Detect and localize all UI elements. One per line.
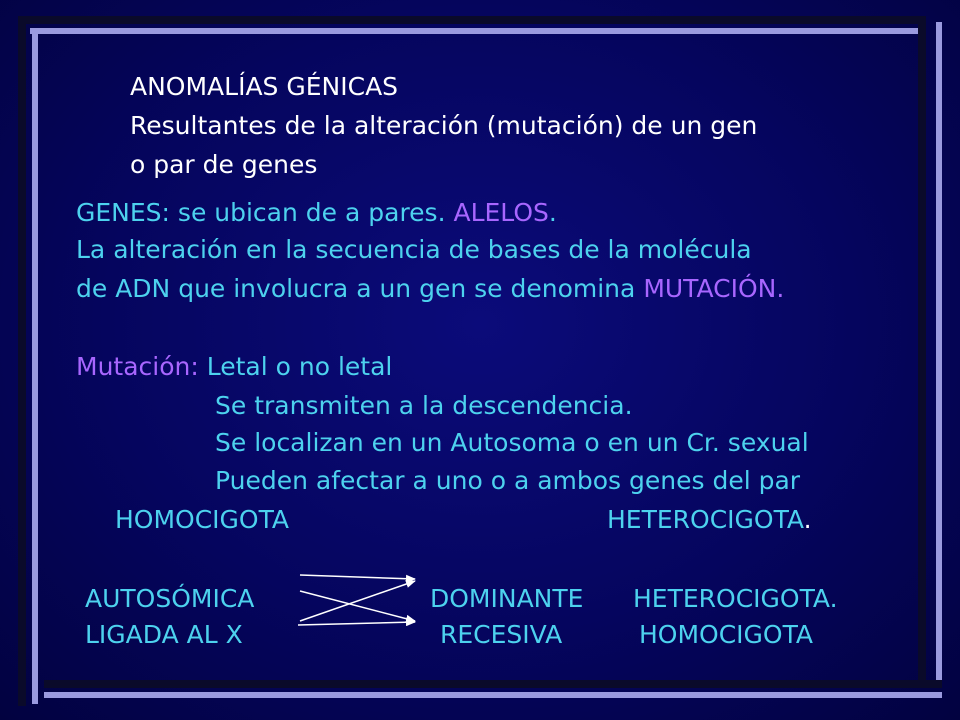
mutation-item-1: Letal o no letal: [206, 352, 393, 381]
autosomica-label: AUTOSÓMICA: [85, 584, 255, 613]
genes-period: .: [548, 198, 557, 227]
slide-title: ANOMALÍAS GÉNICAS: [130, 72, 399, 101]
heterocigota-period: .: [803, 505, 812, 534]
subtitle-line-1: Resultantes de la alteración (mutación) de un gen: [130, 111, 758, 140]
arrow-top-straight: [300, 575, 415, 579]
mutacion-term: MUTACIÓN.: [643, 274, 785, 303]
mutation-item-2: Se transmiten a la descendencia.: [215, 391, 633, 420]
arrow-bottom-straight: [298, 622, 415, 625]
subtitle-line-2: o par de genes: [130, 150, 318, 179]
genes-line-2: La alteración en la secuencia de bases de la molécula: [76, 235, 752, 264]
ligada-x-label: LIGADA AL X: [85, 620, 243, 649]
mutation-label: Mutación:: [76, 352, 199, 381]
genes-text: se ubican de a pares.: [177, 198, 446, 227]
recesiva-label: RECESIVA: [440, 620, 563, 649]
genes-label: GENES:: [76, 198, 170, 227]
mutation-item-4: Pueden afectar a uno o a ambos genes del par: [215, 466, 801, 495]
homocigota-label: HOMOCIGOTA: [115, 505, 290, 534]
heterocigota-text: HETEROCIGOTA: [607, 505, 804, 534]
mutation-item-3: Se localizan en un Autosoma o en un Cr. sexual: [215, 428, 809, 457]
dominante-label: DOMINANTE: [430, 584, 584, 613]
genes-line-3-text: de ADN que involucra a un gen se denomina: [76, 274, 636, 303]
heterocigota-right: HETEROCIGOTA.: [633, 584, 838, 613]
homocigota-right: HOMOCIGOTA: [639, 620, 814, 649]
arrow-cross-up: [300, 581, 415, 621]
arrow-cross-down: [300, 591, 415, 621]
alelos-term: ALELOS: [453, 198, 549, 227]
